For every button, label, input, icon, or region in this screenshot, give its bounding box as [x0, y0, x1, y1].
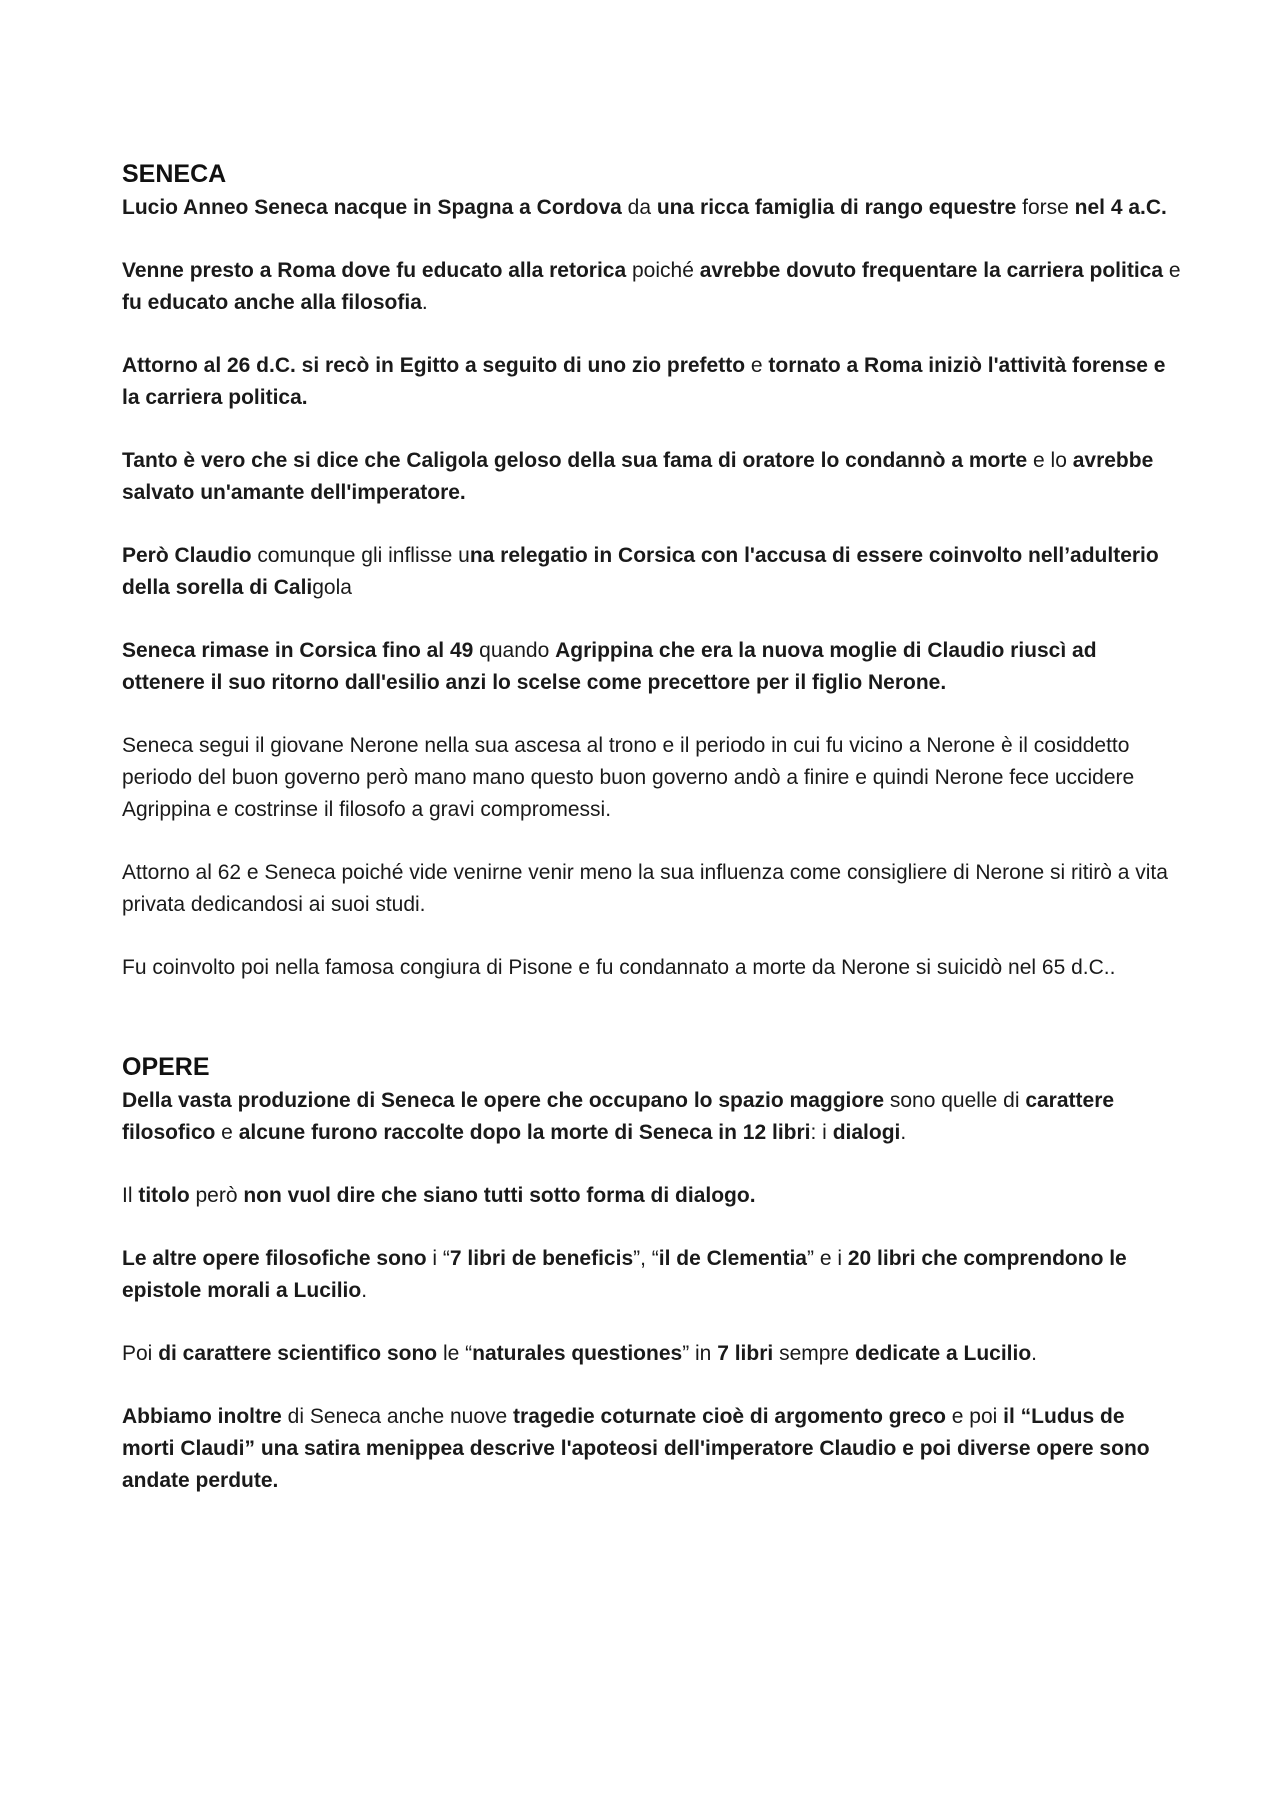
bold-text: Le altre opere filosofiche sono	[122, 1247, 427, 1270]
bold-text: avrebbe dovuto frequentare la carriera politica	[699, 259, 1164, 282]
text-run: però	[189, 1184, 244, 1207]
bold-text: il de Clementia	[658, 1247, 807, 1270]
paragraph	[122, 730, 1182, 826]
text-run: i “	[426, 1247, 450, 1270]
bold-text: titolo	[138, 1184, 190, 1207]
paragraph	[122, 952, 1182, 984]
text-run: e	[215, 1121, 239, 1144]
bold-text: dialogi	[832, 1121, 901, 1144]
paragraph	[122, 540, 1182, 604]
bold-text: Attorno al 26 d.C. si recò in Egitto a seguito di uno zio prefetto	[122, 354, 746, 377]
bold-text: una ricca famiglia di rango equestre	[656, 196, 1017, 219]
text-run: gola	[312, 576, 352, 599]
paragraph	[122, 1180, 1182, 1212]
section-body	[122, 1085, 1182, 1497]
paragraph	[122, 1243, 1182, 1307]
section-spacer	[122, 1015, 1182, 1049]
text-run: .	[361, 1279, 368, 1302]
bold-text: il “Ludus de morti Claudi” una satira menippea descrive l'apoteosi dell'imperatore Claudio e poi diverse opere sono andate perdute.	[122, 1405, 1150, 1492]
text-run: e lo	[1027, 449, 1073, 472]
bold-text: di carattere scientifico sono	[158, 1342, 438, 1365]
bold-text: avrebbe salvato un'amante dell'imperatore.	[122, 449, 1154, 504]
paragraph	[122, 1401, 1182, 1497]
bold-text: non vuol dire che siano tutti sotto forma di dialogo.	[243, 1184, 756, 1207]
text-run: e	[745, 354, 769, 377]
paragraph	[122, 350, 1182, 414]
bold-text: Agrippina che era la nuova moglie di Claudio riuscì ad ottenere il suo ritorno dall'esilio anzi lo scelse come precettore per il figlio Nerone.	[122, 639, 1097, 694]
text-run: Seneca segui il giovane Nerone nella sua ascesa al trono e il periodo in cui fu vicino a Nerone è il cosiddetto periodo del buon governo però mano mano questo buon governo andò a finire e quindi Nerone fece uccidere Agrippina e costrinse il filosofo a gravi compromessi.	[122, 734, 1135, 821]
bold-text: 7 libri de beneficis	[449, 1247, 634, 1270]
text-run: Fu coinvolto poi nella famosa congiura di Pisone e fu condannato a morte da Nerone si suicidò nel 65 d.C..	[122, 956, 1116, 979]
section-opere	[122, 1049, 1182, 1497]
text-run: ” in	[682, 1342, 718, 1365]
text-run: comunque gli inflisse u	[251, 544, 470, 567]
bold-text: Però Claudio	[122, 544, 252, 567]
bold-text: Venne presto a Roma dove fu educato alla retorica	[122, 259, 627, 282]
text-run: sempre	[773, 1342, 855, 1365]
bold-text: Tanto è vero che si dice che Caligola geloso della sua fama di oratore lo condannò a morte	[122, 449, 1028, 472]
paragraph	[122, 445, 1182, 509]
paragraph	[122, 1338, 1182, 1370]
text-run: le “	[437, 1342, 473, 1365]
bold-text: dedicate a Lucilio	[854, 1342, 1032, 1365]
bold-text: alcune furono raccolte dopo la morte di Seneca in 12 libri	[238, 1121, 811, 1144]
text-run: da	[621, 196, 657, 219]
section-body	[122, 192, 1182, 984]
section-heading: SENECA	[122, 160, 227, 188]
text-run: Poi	[122, 1342, 159, 1365]
bold-text: naturales questiones	[472, 1342, 683, 1365]
text-run: ”, “	[633, 1247, 659, 1270]
section-heading: OPERE	[122, 1053, 210, 1081]
text-run: di Seneca anche nuove	[281, 1405, 514, 1428]
bold-text: 20 libri che comprendono le epistole morali a Lucilio	[122, 1247, 1127, 1302]
bold-text: fu educato anche alla filosofia	[122, 291, 422, 314]
bold-text: na relegatio in Corsica con l'accusa di essere coinvolto nell’adulterio della sorella di Cali	[122, 544, 1159, 599]
bold-text: carattere filosofico	[122, 1089, 1115, 1144]
paragraph	[122, 1085, 1182, 1149]
text-run: .	[1031, 1342, 1037, 1365]
bold-text: 7 libri	[717, 1342, 774, 1365]
text-run: .	[900, 1121, 907, 1144]
bold-text: Seneca rimase in Corsica fino al 49	[122, 639, 474, 662]
text-run: Il	[122, 1184, 139, 1207]
bold-text: Della vasta produzione di Seneca le opere che occupano lo spazio maggiore	[122, 1089, 885, 1112]
text-run: Attorno al 62 e Seneca poiché vide venirne venir meno la sua influenza come consigliere di Nerone si ritirò a vita privata dedicandosi ai suoi studi.	[122, 861, 1168, 916]
bold-text: Abbiamo inoltre	[122, 1405, 282, 1428]
document-page	[122, 156, 1182, 1528]
section-seneca	[122, 156, 1182, 984]
text-run: poiché	[626, 259, 700, 282]
paragraph	[122, 857, 1182, 921]
text-run: quando	[473, 639, 556, 662]
bold-text: nel 4 a.C.	[1074, 196, 1167, 219]
paragraph	[122, 255, 1182, 319]
text-run: ” e i	[807, 1247, 848, 1270]
paragraph	[122, 635, 1182, 699]
bold-text: tornato a Roma iniziò l'attività forense e la carriera politica.	[122, 354, 1166, 409]
text-run: .	[421, 291, 428, 314]
bold-text: Lucio Anneo Seneca nacque in Spagna a Cordova	[122, 196, 622, 219]
paragraph	[122, 192, 1182, 224]
bold-text: tragedie coturnate cioè di argomento greco	[513, 1405, 946, 1428]
text-run: forse	[1016, 196, 1075, 219]
text-run: sono quelle di	[884, 1089, 1026, 1112]
text-run: e	[1163, 259, 1181, 282]
text-run: : i	[810, 1121, 833, 1144]
text-run: e poi	[945, 1405, 1004, 1428]
